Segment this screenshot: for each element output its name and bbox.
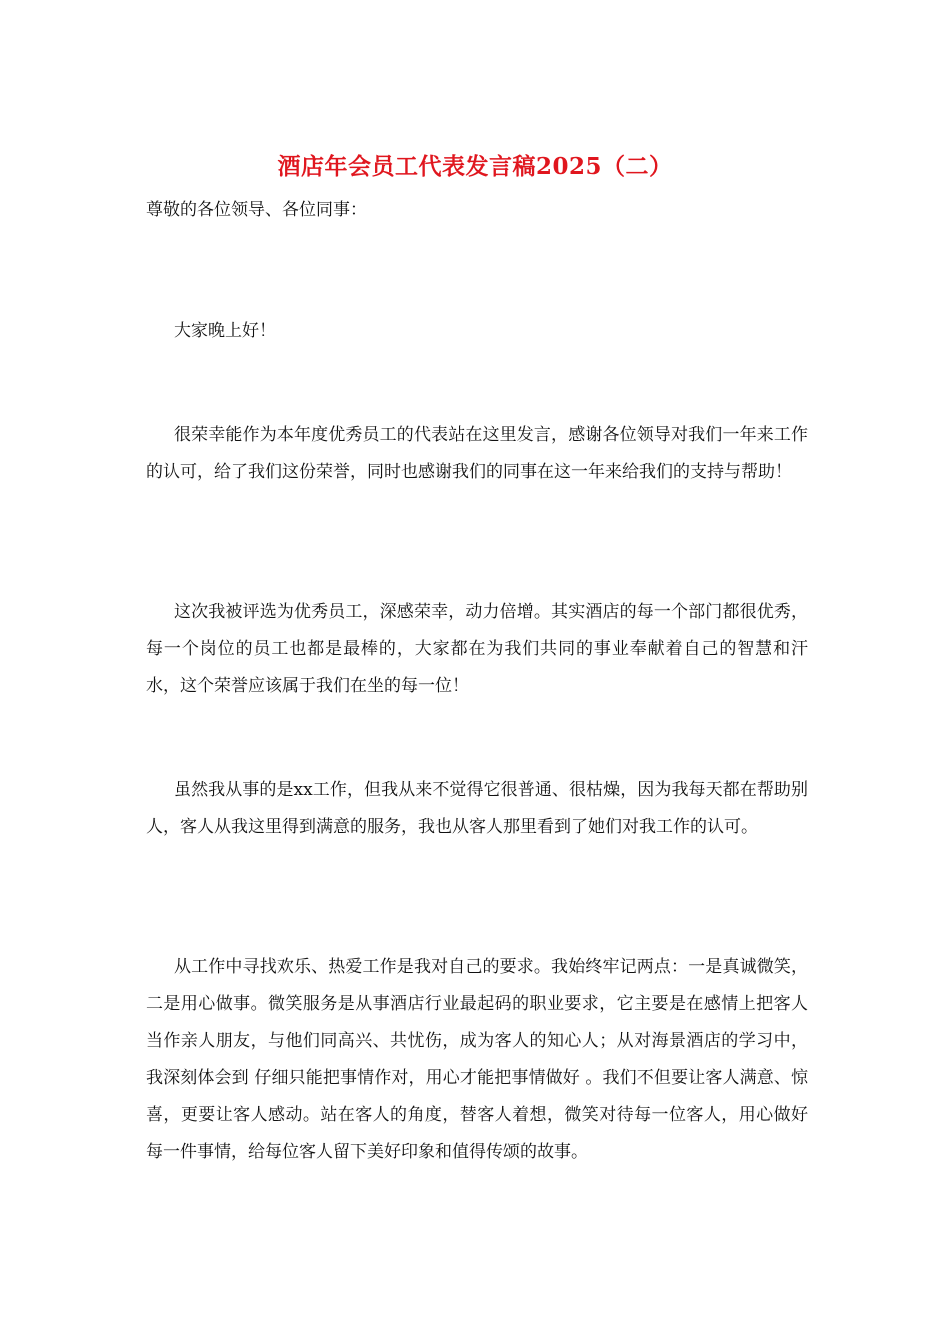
paragraph-honor: 这次我被评选为优秀员工，深感荣幸，动力倍增。其实酒店的每一个部门都很优秀，每一个岗位的员工也都是最棒的，大家都在为我们共同的事业奉献着自己的智慧和汗水，这个荣誉应该属于我们在坐的每一位！ — [146, 602, 808, 696]
salutation: 尊敬的各位领导、各位同事： — [146, 200, 367, 220]
paragraph-service: 从工作中寻找欢乐、热爱工作是我对自己的要求。我始终牢记两点：一是真诚微笑，二是用心做事。微笑服务是从事酒店行业最起码的职业要求，它主要是在感情上把客人当作亲人朋友，与他们同高兴、共忧伤，成为客人的知心人；从对海景酒店的学习中，我深刻体会到 仔细只能把事情作对，用心才能把事情做好 。我们不但要让客人满意、惊喜，更要让客人感动。站在客人的角度，替客人着想，微笑对待每一位客人，用心做好每一件事情，给每位客人留下美好印象和值得传颂的故事。 — [146, 957, 808, 1162]
paragraph-greeting: 大家晚上好！ — [174, 321, 276, 341]
paragraph-work: 虽然我从事的是xx工作，但我从来不觉得它很普通、很枯燥，因为我每天都在帮助别人，客人从我这里得到满意的服务，我也从客人那里看到了她们对我工作的认可。 — [146, 780, 808, 837]
paragraph-thanks: 很荣幸能作为本年度优秀员工的代表站在这里发言，感谢各位领导对我们一年来工作的认可，给了我们这份荣誉，同时也感谢我们的同事在这一年来给我们的支持与帮助！ — [146, 425, 808, 482]
document-title: 酒店年会员工代表发言稿2025（二） — [277, 153, 673, 180]
